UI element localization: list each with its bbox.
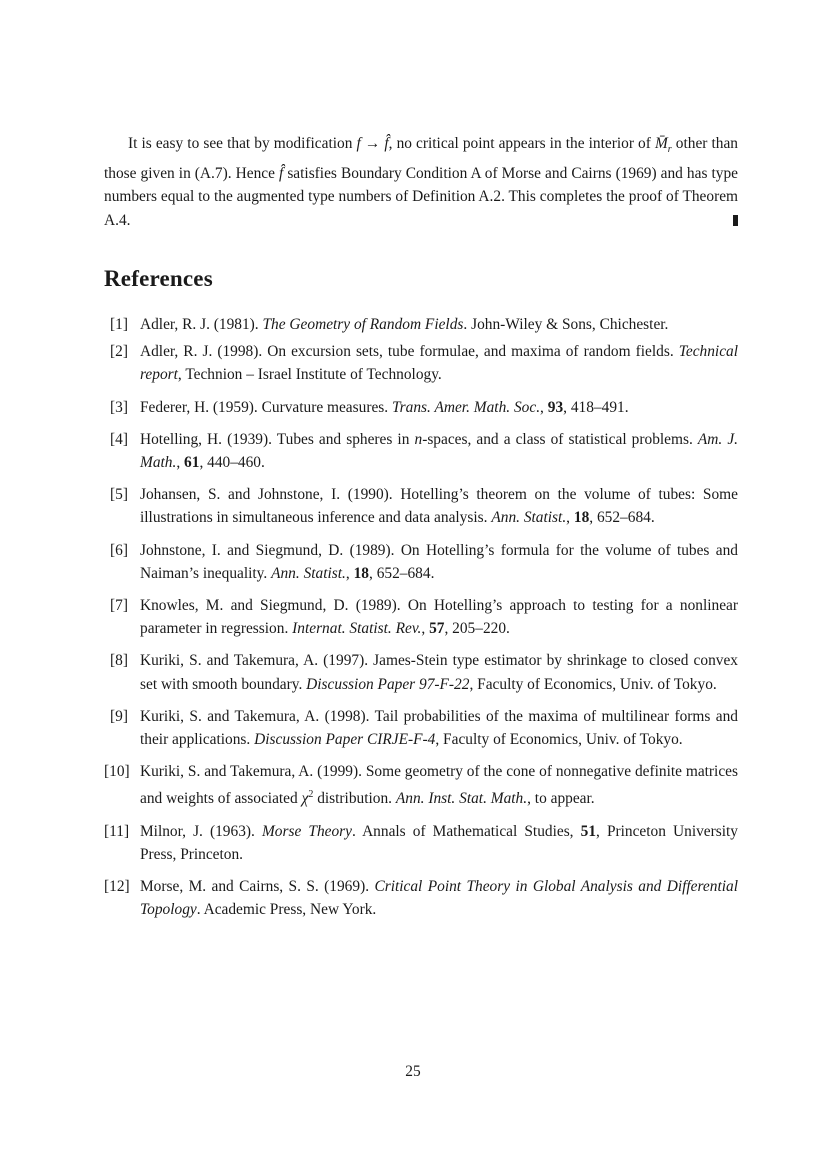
math-f: f xyxy=(356,135,361,152)
reference-item xyxy=(104,760,738,811)
reference-volume: 18 xyxy=(353,564,369,582)
references-heading: References xyxy=(104,266,213,291)
math-mbar: M̄ xyxy=(654,135,668,152)
reference-number: [4] xyxy=(110,430,128,448)
intro-text-2: , no critical point appears in the interior of xyxy=(388,135,655,152)
reference-number: [7] xyxy=(110,597,128,615)
math-fhat-2: f̂ xyxy=(278,164,284,182)
math-mbar-subscript: r xyxy=(667,144,672,156)
reference-number: [2] xyxy=(110,343,128,361)
reference-number: [5] xyxy=(110,486,128,504)
reference-item xyxy=(104,875,738,921)
reference-item xyxy=(104,428,738,474)
reference-number: [9] xyxy=(110,707,128,725)
reference-text: . Academic Press, New York. xyxy=(196,901,377,919)
reference-list xyxy=(104,313,738,922)
reference-item xyxy=(104,594,738,640)
reference-text: , Princeton University Press, Princeton. xyxy=(140,822,738,863)
reference-volume: 57 xyxy=(429,620,445,638)
reference-volume: 18 xyxy=(573,509,590,527)
reference-item xyxy=(104,483,738,529)
reference-pages: , 652–684. xyxy=(589,509,655,527)
reference-text: Adler, R. J. (1998). On excursion sets, tube formulae, and maxima of random fields. xyxy=(140,343,679,361)
reference-text: Knowles, M. and Siegmund, D. (1989). On Hotelling’s approach to testing for a nonlinear parameter in regression. xyxy=(140,597,738,638)
proof-conclusion-paragraph xyxy=(104,132,738,232)
reference-pages: , 440–460. xyxy=(199,454,265,472)
reference-journal: Ann. Statist. xyxy=(491,509,567,527)
reference-number: [3] xyxy=(110,398,128,416)
reference-number: [8] xyxy=(110,652,128,670)
reference-text: . John-Wiley & Sons, Chichester. xyxy=(463,316,669,333)
reference-title: Discussion Paper CIRJE-F-4 xyxy=(254,731,436,749)
reference-text: , Faculty of Economics, Univ. of Tokyo. xyxy=(469,675,717,693)
reference-item xyxy=(104,705,738,751)
reference-title: Discussion Paper 97-F-22 xyxy=(306,675,470,693)
reference-volume: 51 xyxy=(580,822,597,840)
math-superscript: 2 xyxy=(308,789,314,801)
reference-text: , xyxy=(540,398,548,416)
reference-title: Morse Theory xyxy=(261,822,352,840)
reference-journal: Ann. Statist. xyxy=(271,564,346,582)
reference-text: , to appear. xyxy=(527,790,595,808)
reference-item xyxy=(104,539,738,585)
reference-text: . Annals of Mathematical Studies, xyxy=(351,822,581,840)
reference-item xyxy=(104,649,738,695)
reference-title: The Geometry of Random Fields xyxy=(262,316,464,333)
reference-text: , Faculty of Economics, Univ. of Tokyo. xyxy=(435,731,683,749)
reference-number: [11] xyxy=(104,822,130,840)
reference-text: Johnstone, I. and Siegmund, D. (1989). On Hotelling’s formula for the volume of tubes and Naiman’s inequality. xyxy=(140,541,738,582)
reference-number: [1] xyxy=(110,316,128,333)
reference-volume: 93 xyxy=(547,398,564,416)
reference-number: [12] xyxy=(104,878,130,896)
reference-pages: , 652–684. xyxy=(369,564,435,582)
reference-journal: Trans. Amer. Math. Soc. xyxy=(391,398,541,416)
reference-text: Milnor, J. (1963). xyxy=(140,822,262,840)
intro-text-1: It is easy to see that by modification xyxy=(128,135,357,152)
intro-text-3: other than those given in (A.7). Hence xyxy=(104,135,738,182)
reference-text: , Technion – Israel Institute of Technology. xyxy=(177,366,442,384)
reference-text: Kuriki, S. and Takemura, A. (1998). Tail probabilities of the maxima of multilinear forms and their applications. xyxy=(140,707,738,749)
reference-pages: , 205–220. xyxy=(444,620,510,638)
reference-journal: Ann. Inst. Stat. Math. xyxy=(395,790,528,808)
reference-title: Critical Point Theory in Global Analysis and Differential Topology xyxy=(140,878,738,919)
reference-pages: , 418–491. xyxy=(563,398,629,416)
reference-number: [6] xyxy=(110,541,128,559)
reference-text: , xyxy=(176,454,185,472)
reference-text: Adler, R. J. (1981). xyxy=(140,316,263,333)
reference-volume: 61 xyxy=(184,454,200,472)
intro-text-4: satisfies Boundary Condition A of Morse and Cairns (1969) and has type numbers equal to the augmented type numbers of Definition A.2. This completes the proof of Theorem A.4. xyxy=(104,164,738,229)
reference-text: Federer, H. (1959). Curvature measures. xyxy=(140,398,392,416)
math-n: n xyxy=(414,430,423,448)
reference-text: , xyxy=(345,564,354,582)
reference-text: , xyxy=(566,509,574,527)
reference-text: Hotelling, H. (1939). Tubes and spheres in xyxy=(140,430,415,448)
reference-journal: Am. J. Math. xyxy=(140,430,739,472)
reference-number: [10] xyxy=(104,763,130,781)
reference-item xyxy=(104,820,738,866)
reference-text: distribution. xyxy=(313,790,396,808)
page-number: 25 xyxy=(405,1063,421,1080)
reference-item xyxy=(104,313,738,336)
math-fhat: f̂ xyxy=(384,135,389,152)
reference-text: Morse, M. and Cairns, S. S. (1969). xyxy=(140,878,375,896)
reference-text: , xyxy=(421,620,430,638)
reference-title: Technical report xyxy=(140,343,738,384)
reference-text: Kuriki, S. and Takemura, A. (1997). James-Stein type estimator by shrinkage to closed convex set with smooth boundary. xyxy=(140,652,738,693)
reference-text: Johansen, S. and Johnstone, I. (1990). Hotelling’s theorem on the volume of tubes: Some illustrations in simultaneous inference and data analysis. xyxy=(140,486,738,527)
reference-item xyxy=(104,396,738,419)
qed-symbol xyxy=(733,215,738,226)
reference-journal: Internat. Statist. Rev. xyxy=(292,620,422,638)
reference-text: -spaces, and a class of statistical problems. xyxy=(422,430,698,448)
math-chi: χ xyxy=(301,790,309,808)
reference-text: Kuriki, S. and Takemura, A. (1999). Some geometry of the cone of nonnegative definite matrices and weights of associated xyxy=(140,763,738,808)
reference-item xyxy=(104,340,738,386)
math-arrow: → xyxy=(360,135,385,152)
